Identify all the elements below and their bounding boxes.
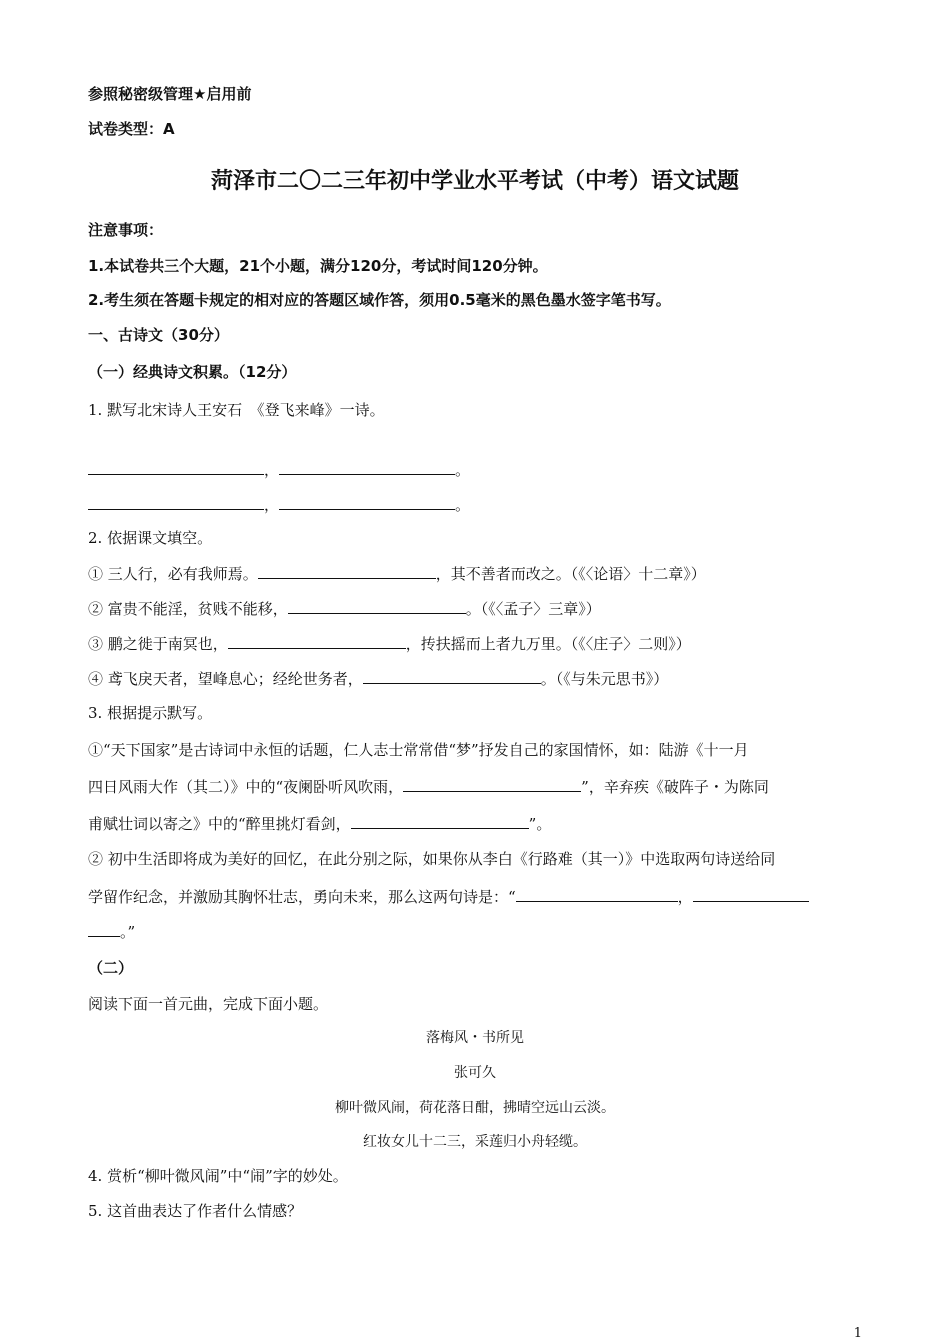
q2-item-d bbox=[88, 668, 668, 689]
q2-item-c bbox=[88, 633, 691, 654]
part-1-heading: （一）经典诗文积累。（12分） bbox=[88, 363, 297, 381]
q3-a-line-2 bbox=[88, 776, 769, 797]
q2-a-suffix: ，其不善者而改之。（《〈论语〉十二章》） bbox=[435, 565, 706, 583]
question-5: 5. 这首曲表达了作者什么情感？ bbox=[88, 1202, 303, 1220]
q1-answer-row-2 bbox=[88, 494, 470, 515]
answer-blank[interactable] bbox=[351, 813, 529, 829]
q2-item-a bbox=[88, 563, 706, 584]
answer-blank[interactable] bbox=[88, 494, 264, 510]
separator: 。 bbox=[455, 496, 471, 514]
poem-author: 张可久 bbox=[454, 1065, 496, 1081]
answer-blank[interactable] bbox=[88, 459, 264, 475]
q3-b-line-3 bbox=[88, 921, 135, 942]
exam-title: 菏泽市二〇二三年初中学业水平考试（中考）语文试题 bbox=[210, 169, 739, 194]
poem-line-2: 红妆女儿十二三，采莲归小舟轻缆。 bbox=[363, 1134, 587, 1150]
notes-item-1: 1.本试卷共三个大题，21个小题，满分120分，考试时间120分钟。 bbox=[88, 257, 548, 275]
question-3: 3. 根据提示默写。 bbox=[88, 704, 213, 722]
q3-b2-separator: ， bbox=[677, 888, 693, 906]
answer-blank[interactable] bbox=[363, 668, 541, 684]
question-4: 4. 赏析“柳叶微风闹”中“闹”字的妙处。 bbox=[88, 1167, 348, 1185]
q3-b3-suffix: 。” bbox=[120, 923, 136, 941]
q3-a3-prefix: 甫赋壮词以寄之》中的“醉里挑灯看剑， bbox=[88, 815, 351, 833]
answer-blank[interactable] bbox=[288, 598, 466, 614]
answer-blank[interactable] bbox=[516, 886, 678, 902]
q2-d-suffix: 。（《与朱元思书》） bbox=[540, 670, 669, 688]
q3-a3-suffix: ”。 bbox=[528, 815, 552, 833]
answer-blank[interactable] bbox=[279, 459, 455, 475]
poem-title: 落梅风・书所见 bbox=[426, 1030, 524, 1046]
answer-blank[interactable] bbox=[279, 494, 455, 510]
q2-d-prefix: ④ 鸢飞戾天者，望峰息心；经纶世务者， bbox=[88, 670, 363, 688]
paper-type-label: 试卷类型：A bbox=[88, 120, 175, 138]
question-2: 2. 依据课文填空。 bbox=[88, 529, 213, 547]
separator: 。 bbox=[455, 461, 471, 479]
q3-b-line-1: ② 初中生活即将成为美好的回忆，在此分别之际，如果你从李白《行路难（其一）》中选取两句诗送给同 bbox=[88, 850, 776, 868]
notes-heading: 注意事项： bbox=[88, 221, 164, 239]
q1-answer-row-1 bbox=[88, 459, 470, 480]
q3-b-line-2 bbox=[88, 886, 809, 907]
q3-a-line-1: ①“天下国家”是古诗词中永恒的话题，仁人志士常常借“梦”抒发自己的家国情怀，如：陆游《十一月 bbox=[88, 741, 749, 759]
notes-item-2: 2.考生须在答题卡规定的相对应的答题区域作答，须用0.5毫米的黑色墨水签字笔书写。 bbox=[88, 291, 671, 309]
answer-blank[interactable] bbox=[693, 886, 809, 902]
part-2-heading: （二） bbox=[88, 959, 134, 977]
q3-a2-suffix: ”，辛弃疾《破阵子・为陈同 bbox=[581, 778, 769, 796]
q2-item-b bbox=[88, 598, 601, 619]
section-1-heading: 一、古诗文（30分） bbox=[88, 326, 229, 344]
answer-blank[interactable] bbox=[228, 633, 406, 649]
question-1: 1. 默写北宋诗人王安石 《登飞来峰》一诗。 bbox=[88, 401, 385, 419]
separator: ， bbox=[264, 496, 280, 514]
q3-a-line-3 bbox=[88, 813, 551, 834]
q2-c-prefix: ③ 鹏之徙于南冥也， bbox=[88, 635, 228, 653]
q2-a-prefix: ① 三人行，必有我师焉。 bbox=[88, 565, 258, 583]
q3-a2-prefix: 四日风雨大作（其二）》中的“夜阑卧听风吹雨， bbox=[88, 778, 404, 796]
part-2-intro: 阅读下面一首元曲，完成下面小题。 bbox=[88, 995, 329, 1013]
answer-blank[interactable] bbox=[403, 776, 581, 792]
poem-line-1: 柳叶微风闹，荷花落日酣，拂晴空远山云淡。 bbox=[335, 1100, 615, 1116]
separator: ， bbox=[264, 461, 280, 479]
confidential-label: 参照秘密级管理★启用前 bbox=[88, 85, 252, 103]
q2-b-suffix: 。（《〈孟子〉三章》） bbox=[465, 600, 601, 618]
q2-c-suffix: ，抟扶摇而上者九万里。（《〈庄子〉二则》） bbox=[405, 635, 691, 653]
q3-b2-prefix: 学留作纪念，并激励其胸怀壮志，勇向未来，那么这两句诗是：“ bbox=[88, 888, 516, 906]
q2-b-prefix: ② 富贵不能淫，贫贱不能移， bbox=[88, 600, 288, 618]
page-number: 1 bbox=[853, 1326, 862, 1341]
answer-blank[interactable] bbox=[258, 563, 436, 579]
answer-blank[interactable] bbox=[88, 921, 120, 937]
